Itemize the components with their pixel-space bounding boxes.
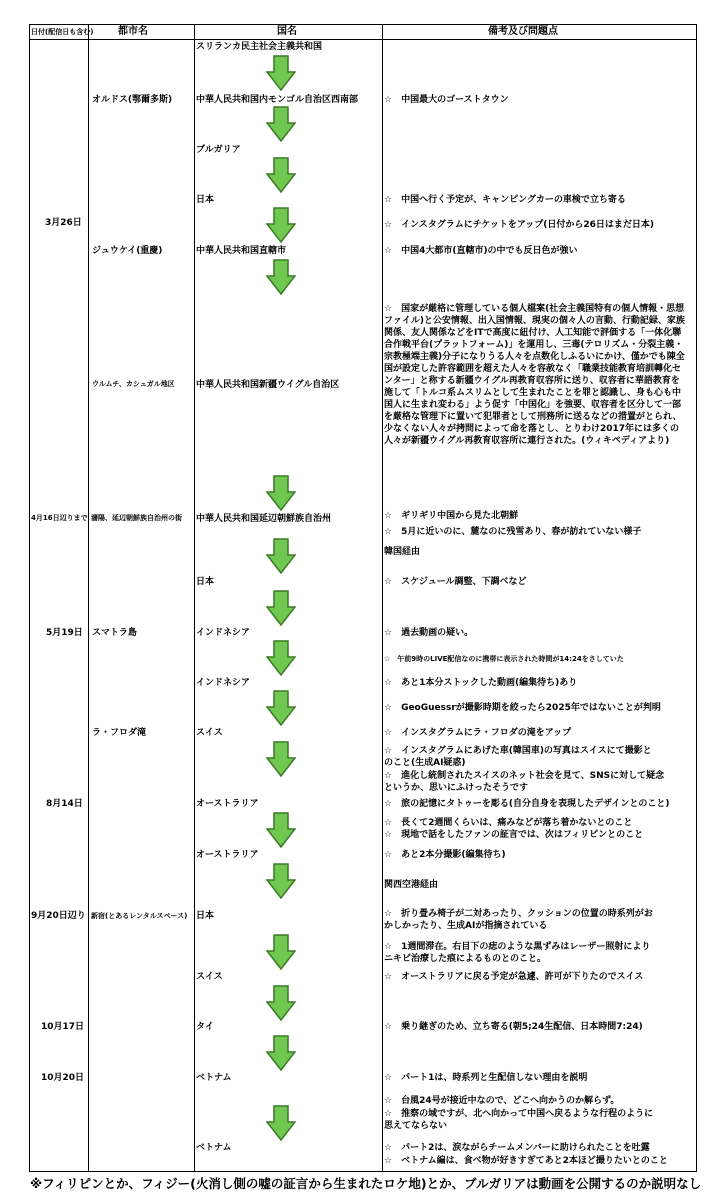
city-cell: オルドス(鄂爾多斯) [92, 95, 173, 105]
down-arrow-icon [266, 106, 296, 142]
city-cell: スマトラ島 [92, 628, 137, 638]
country-cell: スイス [196, 972, 223, 982]
city-cell: 新宿(とあるレンタルスペース) [91, 912, 188, 920]
note-cell: のこと(生成AI疑惑) [384, 758, 466, 768]
header-notes: 備考及び問題点 [488, 26, 558, 37]
note-cell: ☆ 5月に近いのに、麓なのに残雪あり、春が訪れていない様子 [384, 527, 642, 537]
country-cell: 中華人民共和国内モンゴル自治区西南部 [196, 95, 359, 105]
down-arrow-icon [266, 1105, 296, 1141]
down-arrow-icon [266, 538, 296, 574]
country-cell: オーストラリア [196, 799, 259, 809]
country-cell: スイス [196, 728, 223, 738]
header-country: 国名 [277, 26, 297, 37]
note-cell: ☆ 乗り継ぎのため、立ち寄る(朝5;24生配信、日本時間7:24) [384, 1022, 643, 1032]
country-cell: 日本 [196, 911, 215, 921]
city-cell: 瀋陽、延辺朝鮮族自治州の街 [91, 514, 182, 522]
note-cell: ☆ 長くて2週間くらいは、痛みなどが落ち着かないとのこと [384, 818, 633, 828]
note-paragraph: ☆ 国家が厳格に管理している個人檔案(社会主義国特有の個人情報・思想ファイル)と公安情報、出入国情報、現実の個々人の言動、行動記録、家族関係、友人関係などをITで高度に紐付け、人工知能で評価する「一体化聯合作戦平台(プラットフォーム)」を運用し、三毒(テロリズム・分裂主義・宗教極端主義)分子になりうる人々を点数化しふるいにかけ、僅かでも陳全国が設定した許容範囲を超えた人々を容赦なく「職業技能教育培訓轉化センター」と称する新疆ウイグル再教育収容所に送り、収容者に華語教育を施して「トルコ系ムスリムとして生まれたことを罪と認識し、身も心も中国人に生まれ変わる」よう促す「中国化」を強要、収容者を区分して一部を厳格な管理下に置いて犯罪者として刑務所に送るなどの措置がとられ、少なくない人々が拷問によって命を落とし、とりわけ2017年には多くの人々が新疆ウイグル再教育収容所に連行された。(ウィキペディアより) [384, 304, 685, 446]
note-cell: 韓国経由 [384, 547, 421, 557]
note-cell: ☆ 中国へ行く予定が、キャンピングカーの車検で立ち寄る [384, 195, 626, 205]
date-cell: 9月20日辺り [31, 911, 86, 921]
note-cell: ☆ インスタグラムにチケットをアップ(日付から26日はまだ日本) [384, 220, 655, 230]
country-cell: ブルガリア [196, 145, 241, 155]
note-cell: ☆ インスタグラムにラ・フロダの滝をアップ [384, 728, 572, 738]
note-cell: ☆ 進化し統制されたスイスのネット社会を見て、SNSに対して疑念 [384, 771, 665, 781]
footer-note: ※フィリピンとか、フィジー(火消し側の嘘の証言から生まれたロケ地)とか、ブルガリアは動画を公開するのか説明なし [30, 1176, 702, 1191]
date-cell: 5月19日 [46, 628, 83, 638]
note-cell: ☆ 中国最大のゴーストタウン [384, 95, 509, 105]
down-arrow-icon [266, 157, 296, 193]
down-arrow-icon [266, 812, 296, 848]
note-cell: 関西空港経由 [384, 880, 439, 890]
down-arrow-icon [266, 475, 296, 511]
note-cell: ☆ あと2本分撮影(編集待ち) [384, 850, 506, 860]
down-arrow-icon [266, 863, 296, 899]
date-cell: 10月17日 [41, 1022, 85, 1032]
note-cell: というか、思いにふけったそうです [384, 783, 529, 793]
country-cell: 中華人民共和国延辺朝鮮族自治州 [196, 514, 332, 524]
country-cell: インドネシア [196, 628, 250, 638]
note-cell: ☆ パート2は、涙ながらチームメンバーに助けられたことを吐露 [384, 1143, 650, 1153]
date-cell: 4月16日辺りまで [31, 514, 88, 522]
country-cell: 日本 [196, 577, 215, 587]
note-cell: ☆ あと1本分ストックした動画(編集待ち)あり [384, 678, 578, 688]
down-arrow-icon [266, 640, 296, 676]
column-divider [88, 24, 89, 1172]
country-cell: 中華人民共和国新疆ウイグル自治区 [196, 380, 340, 390]
note-cell: かしかったり、生成AIが指摘されている [384, 921, 548, 931]
note-cell: ☆ 推察の域ですが、北へ向かって中国へ戻るような行程のように [384, 1109, 654, 1119]
note-cell: ニキビ治療した痕によるものとのこと。 [384, 954, 547, 964]
header-divider [29, 39, 697, 40]
down-arrow-icon [266, 55, 296, 91]
down-arrow-icon [266, 590, 296, 626]
note-cell: ☆ 台風24号が接近中なので、どこへ向かうのか解らず。 [384, 1096, 620, 1106]
date-cell: 10月20日 [41, 1073, 85, 1083]
city-cell: ジュウケイ(重慶) [92, 246, 163, 256]
country-cell: 日本 [196, 195, 215, 205]
note-cell: 思えてならない [384, 1121, 448, 1131]
down-arrow-icon [266, 207, 296, 243]
column-divider [382, 24, 383, 1172]
city-cell: ウルムチ、カシュガル地区 [92, 380, 175, 388]
note-cell: ☆ 中国4大都市(直轄市)の中でも反日色が強い [384, 246, 578, 256]
down-arrow-icon [266, 985, 296, 1021]
header-date: 日付(配信日も含む) [31, 28, 94, 36]
note-cell: ☆ ベトナム編は、食べ物が好きすぎてあと2本ほど撮りたいとのこと [384, 1156, 668, 1166]
down-arrow-icon [266, 934, 296, 970]
country-cell: タイ [196, 1022, 214, 1032]
note-cell: ☆ ギリギリ中国から見た北朝鮮 [384, 511, 519, 521]
note-cell: ☆ GeoGuessrが撮影時期を絞ったら2025年ではないことが判明 [384, 703, 661, 713]
country-cell: インドネシア [196, 678, 250, 688]
country-cell: 中華人民共和国直轄市 [196, 246, 287, 256]
note-cell: ☆ 現地で話をしたファンの証言では、次はフィリピンとのこと [384, 830, 644, 840]
note-cell: ☆ インスタグラムにあげた車(韓国車)の写真はスイスにて撮影と [384, 746, 652, 756]
date-cell: 8月14日 [46, 799, 83, 809]
header-city: 都市名 [118, 26, 148, 37]
country-cell: スリランカ民主社会主義共和国 [196, 42, 323, 52]
column-divider [194, 24, 195, 1172]
note-cell: ☆ 午前9時のLIVE配信なのに携帯に表示された時間が14:24をさしていた [384, 655, 624, 663]
note-cell: ☆ 1週間滞在。右目下の痣のような黒ずみはレーザー照射により [384, 942, 651, 952]
down-arrow-icon [266, 690, 296, 726]
down-arrow-icon [266, 259, 296, 295]
note-cell: ☆ 折り畳み椅子が二対あったり、クッションの位置の時系列がお [384, 909, 653, 919]
note-cell: ☆ スケジュール調整、下調べなど [384, 577, 527, 587]
note-cell: ☆ パート1は、時系列と生配信しない理由を説明 [384, 1073, 588, 1083]
country-cell: ベトナム [196, 1143, 232, 1153]
note-cell: ☆ 旅の記憶にタトゥーを彫る(自分自身を表現したデザインとのこと) [384, 799, 670, 809]
note-cell: ☆ オーストラリアに戻る予定が急遽、許可が下りたのでスイス [384, 972, 644, 982]
note-cell: ☆ 過去動画の疑い。 [384, 628, 474, 638]
country-cell: オーストラリア [196, 850, 259, 860]
date-cell: 3月26日 [45, 218, 82, 228]
down-arrow-icon [266, 1035, 296, 1071]
country-cell: ベトナム [196, 1073, 232, 1083]
city-cell: ラ・フロダ滝 [92, 728, 147, 738]
down-arrow-icon [266, 741, 296, 777]
